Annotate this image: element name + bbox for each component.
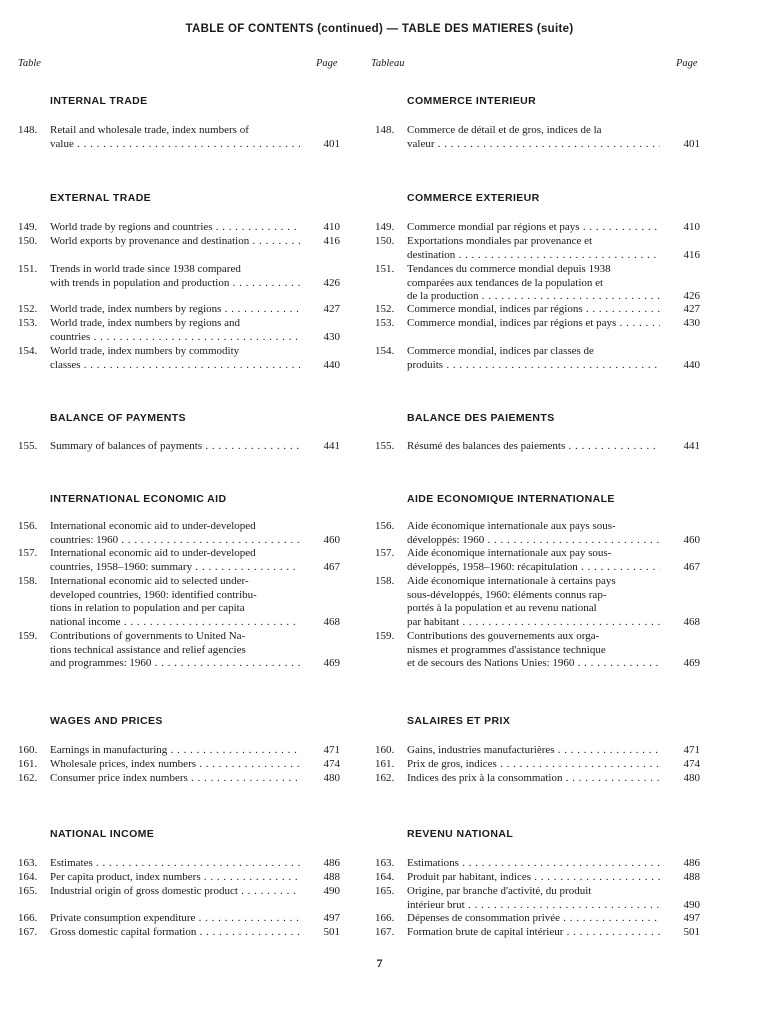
table-number: 155. (375, 440, 395, 452)
toc-entry (18, 926, 340, 940)
entry-title-line: Estimates . . . (50, 857, 300, 871)
toc-entry (18, 630, 340, 671)
entry-title-line: nismes et programmes d'assistance technique (407, 643, 606, 656)
page-ref: 416 (683, 248, 700, 261)
entry-title (407, 871, 660, 885)
toc-entry (375, 926, 700, 940)
entry-title-line: produits . . . (407, 359, 660, 373)
toc-entry (375, 912, 700, 926)
page-ref: 441 (323, 440, 340, 452)
entry-title-line: développés: 1960 . . . (407, 534, 660, 548)
table-number: 162. (375, 772, 395, 784)
entry-title-line: comparées aux tendances de la population et (407, 276, 604, 289)
entry-title (50, 221, 300, 235)
table-number: 148. (18, 124, 38, 136)
page-ref: 427 (683, 303, 700, 315)
entry-title-line: destination . . . (407, 249, 660, 263)
entry-title-line: Commerce de détail et de gros, indices de la (407, 124, 602, 136)
entry-title (407, 235, 660, 262)
toc-entry (18, 235, 340, 249)
section-title: REVENU NATIONAL (407, 828, 514, 840)
entry-title (50, 520, 300, 547)
page-ref: 410 (323, 221, 340, 233)
table-number: 166. (375, 912, 395, 924)
table-number: 157. (18, 547, 38, 559)
toc-entry (375, 440, 700, 454)
table-number: 164. (18, 871, 38, 883)
table-number: 152. (18, 303, 38, 315)
page-ref: 440 (683, 358, 700, 371)
entry-title-line: Origine, par branche d'activité, du produit (407, 885, 592, 897)
toc-entry (375, 857, 700, 871)
entry-title (407, 221, 660, 235)
section-title: WAGES AND PRICES (50, 715, 163, 727)
page-ref: 469 (683, 657, 700, 670)
entry-title-line: Prix de gros, indices . . . (407, 758, 660, 772)
toc-entry (375, 575, 700, 630)
entry-title-line: par habitant . . . (407, 616, 660, 630)
page-ref: 467 (683, 560, 700, 573)
page-ref: 471 (323, 744, 340, 756)
entry-title-line: Gains, industries manufacturières . . . (407, 744, 660, 758)
entry-title-line: Commerce mondial, indices par régions . . . (407, 303, 660, 317)
table-number: 148. (375, 124, 395, 136)
entry-title-line: de la production . . . (407, 290, 660, 304)
table-number: 167. (18, 926, 38, 938)
page-ref: 469 (323, 657, 340, 670)
entry-title-line: Commerce mondial, indices par régions et pays . . . (407, 317, 660, 331)
page-ref: 430 (323, 330, 340, 343)
table-number: 150. (18, 235, 38, 247)
table-number: 161. (18, 758, 38, 770)
page-column-header-left: Page (316, 58, 338, 69)
entry-title-line: Aide économique internationale aux pays sous- (407, 520, 616, 532)
entry-title-line: Dépenses de consommation privée . . . (407, 912, 660, 926)
entry-title-line: Produit par habitant, indices . . . (407, 871, 660, 885)
toc-entry (18, 885, 340, 899)
entry-title-line: Estimations . . . (407, 857, 660, 871)
entry-title (50, 758, 300, 772)
section-title: SALAIRES ET PRIX (407, 715, 511, 727)
entry-title-line: Consumer price index numbers . . . (50, 772, 300, 786)
toc-entry (375, 547, 700, 574)
page-ref: 410 (683, 221, 700, 233)
entry-title-line: Gross domestic capital formation . . . (50, 926, 300, 940)
entry-title-line: World trade, index numbers by regions . . . (50, 303, 300, 317)
page-ref: 460 (323, 533, 340, 546)
toc-entry (375, 758, 700, 772)
table-number: 157. (375, 547, 395, 559)
toc-entry (18, 124, 340, 151)
page-ref: 488 (323, 871, 340, 883)
entry-title-line: Commerce mondial par régions et pays . . . (407, 221, 660, 235)
entry-title-line: countries, 1958–1960: summary . . . (50, 561, 300, 575)
entry-title-line: sous-développés, 1960: éléments connus rap- (407, 588, 607, 601)
table-number: 160. (18, 744, 38, 756)
table-number: 156. (18, 520, 38, 532)
page-ref: 486 (323, 857, 340, 869)
entry-title-line: Tendances du commerce mondial depuis 1938 (407, 263, 611, 275)
page-ref: 426 (323, 276, 340, 289)
toc-entry (18, 857, 340, 871)
entry-title-line: et de secours des Nations Unies: 1960 . . . (407, 657, 660, 671)
entry-title-line: and programmes: 1960 . . . (50, 657, 300, 671)
toc-entry (18, 758, 340, 772)
entry-title (50, 871, 300, 885)
entry-title-line: World exports by provenance and destination . . . (50, 235, 300, 249)
toc-entry (18, 317, 340, 344)
toc-entry (18, 221, 340, 235)
entry-title-line: with trends in population and production . . . (50, 277, 300, 291)
toc-entry (18, 345, 340, 372)
page-ref: 474 (323, 758, 340, 770)
entry-title (407, 926, 660, 940)
table-column-header: Table (18, 58, 41, 69)
entry-title (50, 926, 300, 940)
page-ref: 497 (683, 912, 700, 924)
entry-title-line: Exportations mondiales par provenance et (407, 235, 593, 247)
toc-entry (375, 235, 700, 262)
page-ref: 430 (683, 317, 700, 329)
entry-title (50, 630, 300, 671)
entry-title (407, 630, 660, 671)
page-ref: 441 (683, 440, 700, 452)
entry-title (50, 547, 300, 574)
page-ref: 460 (683, 533, 700, 546)
section-title: AIDE ECONOMIQUE INTERNATIONALE (407, 493, 615, 505)
entry-title (50, 317, 300, 344)
page-ref: 468 (683, 616, 700, 629)
page-ref: 490 (323, 885, 340, 897)
entry-title (407, 744, 660, 758)
entry-title-line: Wholesale prices, index numbers . . . (50, 758, 300, 772)
entry-title-line: Formation brute de capital intérieur . . . (407, 926, 660, 940)
entry-title-line: International economic aid to selected under- (50, 575, 249, 587)
entry-title (50, 345, 300, 372)
entry-title-line: Commerce mondial, indices par classes de (407, 345, 594, 357)
page-ref: 467 (323, 560, 340, 573)
entry-title-line: countries . . . (50, 331, 300, 345)
entry-title (50, 744, 300, 758)
toc-entry (375, 520, 700, 547)
page-ref: 427 (323, 303, 340, 315)
page-ref: 426 (683, 290, 700, 303)
page-ref: 486 (683, 857, 700, 869)
entry-title-line: tions technical assistance and relief agencies (50, 643, 246, 656)
toc-entry (375, 124, 700, 151)
section-title: BALANCE OF PAYMENTS (50, 412, 186, 424)
entry-title-line: Contributions of governments to United Na- (50, 630, 246, 642)
section-title: NATIONAL INCOME (50, 828, 155, 840)
entry-title-line: Contributions des gouvernements aux orga- (407, 630, 600, 642)
entry-title-line: classes . . . (50, 359, 300, 373)
toc-entry (18, 575, 340, 630)
entry-title (50, 303, 300, 317)
entry-title-line: Per capita product, index numbers . . . (50, 871, 300, 885)
page-number: 7 (376, 956, 383, 970)
entry-title (50, 857, 300, 871)
page-ref: 501 (323, 926, 340, 938)
table-number: 161. (375, 758, 395, 770)
section-title: INTERNAL TRADE (50, 95, 148, 107)
page-ref: 490 (683, 898, 700, 911)
page-ref: 488 (683, 871, 700, 883)
entry-title-line: Private consumption expenditure . . . (50, 912, 300, 926)
table-number: 151. (18, 263, 38, 275)
toc-entry (18, 547, 340, 574)
toc-entry (18, 871, 340, 885)
entry-title-line: intérieur brut . . . (407, 899, 660, 913)
entry-title (50, 124, 300, 151)
entry-title-line: International economic aid to under-developed (50, 547, 256, 559)
entry-title-line: Aide économique internationale à certains pays (407, 575, 616, 587)
entry-title (407, 345, 660, 372)
page-column-header-right: Page (676, 58, 698, 69)
entry-title-line: World trade, index numbers by regions and (50, 317, 241, 329)
section-title: COMMERCE INTERIEUR (407, 95, 537, 107)
page-ref: 471 (683, 744, 700, 756)
toc-entry (375, 317, 700, 331)
toc-entry (375, 630, 700, 671)
page-title: TABLE OF CONTENTS (continued) — TABLE DES MATIERES (suite) (185, 23, 574, 35)
entry-title (407, 520, 660, 547)
table-number: 160. (375, 744, 395, 756)
page-ref: 501 (683, 926, 700, 938)
entry-title-line: World trade, index numbers by commodity (50, 345, 240, 357)
table-number: 149. (375, 221, 395, 233)
entry-title (50, 885, 300, 899)
table-number: 164. (375, 871, 395, 883)
entry-title (407, 317, 660, 331)
toc-entry (375, 303, 700, 317)
page-ref: 440 (323, 358, 340, 371)
table-number: 159. (375, 630, 395, 642)
entry-title (50, 235, 300, 249)
table-number: 163. (375, 857, 395, 869)
entry-title-line: Earnings in manufacturing . . . (50, 744, 300, 758)
toc-entry (375, 221, 700, 235)
tableau-column-header: Tableau (371, 58, 405, 69)
entry-title-line: Indices des prix à la consommation . . . (407, 772, 660, 786)
page-ref: 416 (323, 235, 340, 247)
section-title: INTERNATIONAL ECONOMIC AID (50, 493, 227, 505)
entry-title (407, 124, 660, 151)
page-ref: 474 (683, 758, 700, 770)
table-number: 155. (18, 440, 38, 452)
toc-entry (18, 263, 340, 290)
table-number: 151. (375, 263, 395, 275)
toc-entry (18, 520, 340, 547)
toc-entry (18, 744, 340, 758)
entry-title (407, 772, 660, 786)
entry-title-line: valeur . . . (407, 138, 660, 152)
entry-title-line: Trends in world trade since 1938 compared (50, 263, 241, 275)
page-ref: 468 (323, 616, 340, 629)
toc-entry (375, 263, 700, 304)
table-number: 156. (375, 520, 395, 532)
table-number: 167. (375, 926, 395, 938)
toc-entry (375, 885, 700, 912)
toc-entry (375, 345, 700, 372)
entry-title-line: Retail and wholesale trade, index numbers of (50, 124, 249, 136)
page-ref: 401 (683, 137, 700, 150)
entry-title (407, 547, 660, 574)
table-number: 154. (18, 345, 38, 357)
table-number: 152. (375, 303, 395, 315)
entry-title-line: Industrial origin of gross domestic product . . . (50, 885, 300, 899)
entry-title-line: International economic aid to under-developed (50, 520, 256, 532)
table-number: 158. (375, 575, 395, 587)
section-title: COMMERCE EXTERIEUR (407, 192, 540, 204)
entry-title-line: Summary of balances of payments . . . (50, 440, 300, 454)
entry-title-line: World trade by regions and countries . . . (50, 221, 300, 235)
table-number: 165. (18, 885, 38, 897)
entry-title (407, 885, 660, 912)
entry-title-line: tions in relation to population and per capita (50, 602, 245, 615)
entry-title (407, 303, 660, 317)
entry-title (50, 263, 300, 290)
entry-title (50, 772, 300, 786)
entry-title (50, 575, 300, 630)
entry-title (407, 912, 660, 926)
page-ref: 497 (323, 912, 340, 924)
table-number: 159. (18, 630, 38, 642)
table-number: 165. (375, 885, 395, 897)
table-number: 166. (18, 912, 38, 924)
table-number: 158. (18, 575, 38, 587)
toc-entry (375, 744, 700, 758)
entry-title-line: value . . . (50, 138, 300, 152)
toc-entry (18, 912, 340, 926)
page-ref: 480 (683, 772, 700, 784)
toc-entry (18, 440, 340, 454)
entry-title (407, 857, 660, 871)
page-ref: 401 (323, 137, 340, 150)
toc-entry (18, 772, 340, 786)
page-ref: 480 (323, 772, 340, 784)
entry-title-line: developed countries, 1960: identified contribu- (50, 588, 257, 601)
table-number: 153. (18, 317, 38, 329)
toc-entry (18, 303, 340, 317)
toc-entry (375, 772, 700, 786)
entry-title-line: countries: 1960 . . . (50, 534, 300, 548)
table-number: 150. (375, 235, 395, 247)
entry-title (407, 263, 660, 304)
entry-title-line: portés à la population et au revenu national (407, 602, 597, 615)
section-title: EXTERNAL TRADE (50, 192, 152, 204)
entry-title (50, 440, 300, 454)
section-title: BALANCE DES PAIEMENTS (407, 412, 555, 424)
entry-title (407, 758, 660, 772)
entry-title-line: national income . . . (50, 616, 300, 630)
entry-title-line: Aide économique internationale aux pay sous- (407, 547, 612, 559)
entry-title (50, 912, 300, 926)
table-number: 149. (18, 221, 38, 233)
table-number: 153. (375, 317, 395, 329)
entry-title (407, 575, 660, 630)
entry-title-line: développés, 1958–1960: récapitulation . . . (407, 561, 660, 575)
toc-entry (375, 871, 700, 885)
entry-title-line: Résumé des balances des paiements . . . (407, 440, 660, 454)
table-number: 154. (375, 345, 395, 357)
table-number: 162. (18, 772, 38, 784)
entry-title (407, 440, 660, 454)
table-number: 163. (18, 857, 38, 869)
